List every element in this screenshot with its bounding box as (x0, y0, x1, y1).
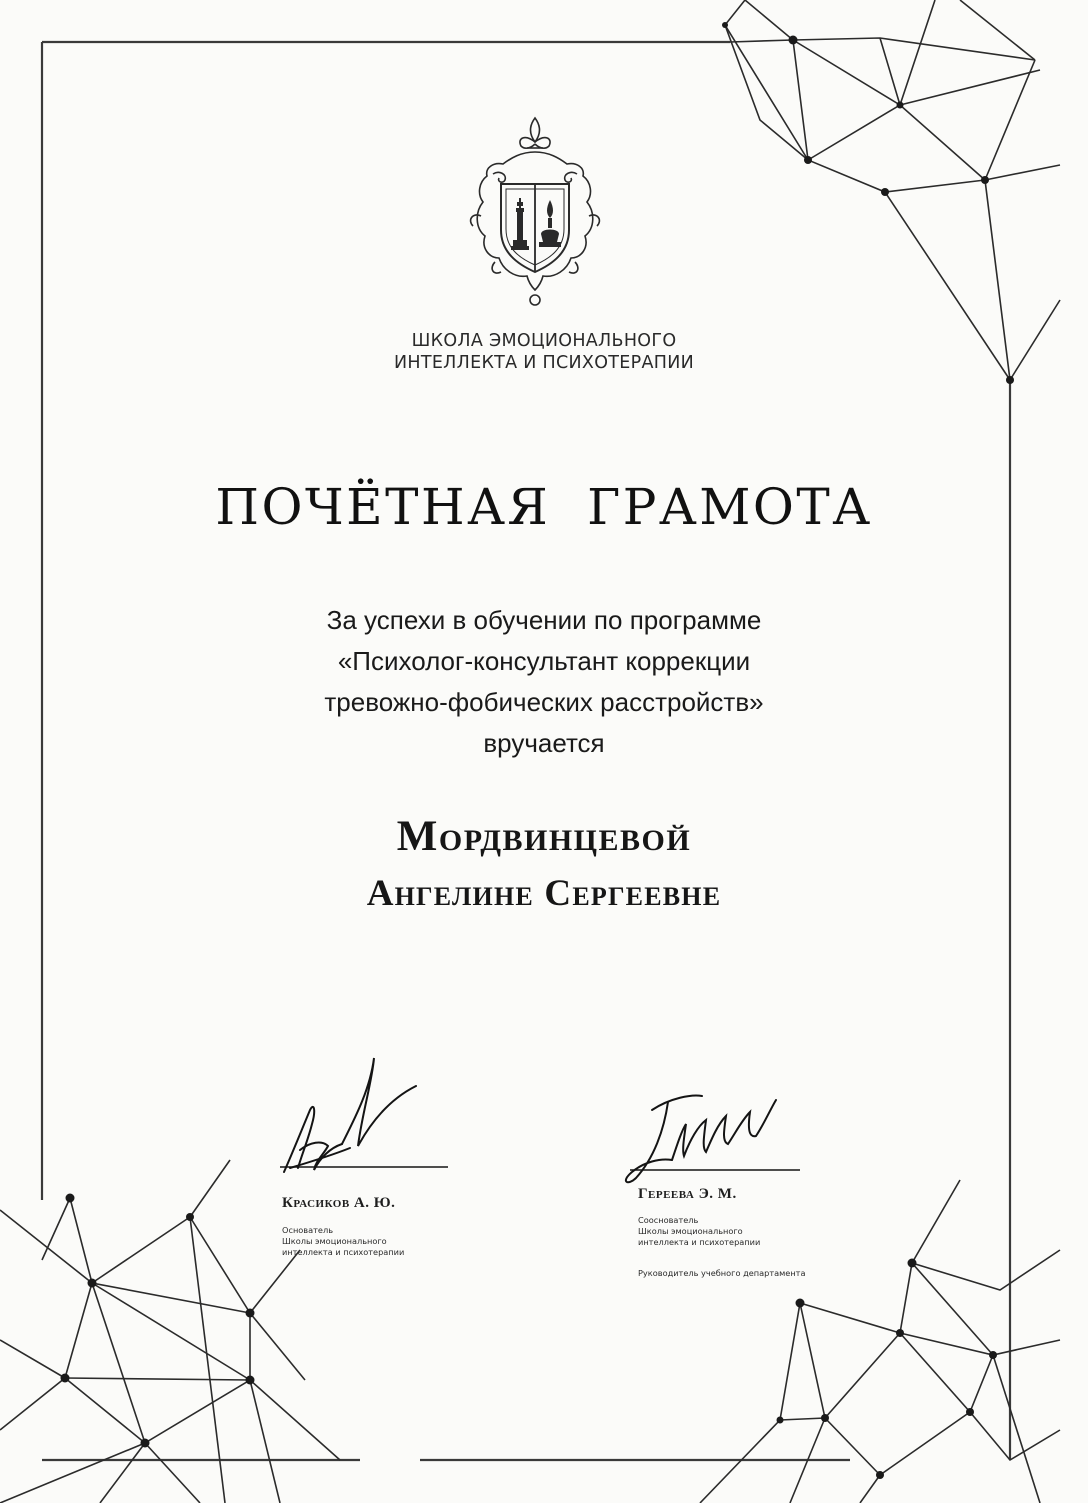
signature-2 (610, 1080, 810, 1195)
school-crest-logo (455, 112, 615, 312)
school-name-line2: ИНТЕЛЛЕКТА И ПСИХОТЕРАПИИ (393, 353, 695, 373)
award-description-line4: вручается (483, 728, 605, 758)
candle-icon (539, 200, 561, 247)
recipient-surname: Мордвинцевой (396, 813, 692, 860)
signatory-2-role (638, 1215, 760, 1248)
certificate-title: ПОЧЁТНАЯ ГРАМОТА (215, 478, 873, 536)
network-top-right (725, 0, 1060, 380)
award-description-line3: тревожно-фобических расстройств» (324, 687, 764, 717)
signatory-1-role (282, 1225, 404, 1258)
signatory-1-name: Красиков А. Ю. (282, 1195, 396, 1211)
network-bottom-left-nodes (61, 1194, 255, 1448)
signatory-1-role-line2: Школы эмоционального (282, 1236, 387, 1246)
signatory-2-name: Гереева Э. М. (638, 1186, 737, 1202)
signatory-2-role-line1: Сооснователь (638, 1215, 699, 1225)
recipient-given-names: Ангелине Сергеевне (366, 873, 722, 914)
signatory-1-role-line1: Основатель (282, 1225, 334, 1235)
school-name-line1: ШКОЛА ЭМОЦИОНАЛЬНОГО (411, 331, 677, 351)
signatory-2-position: Руководитель учебного департамента (638, 1268, 806, 1278)
signatory-1-role-line3: интеллекта и психотерапии (282, 1247, 405, 1257)
award-description (0, 600, 1088, 764)
school-name (0, 330, 1088, 374)
chess-piece-icon (511, 198, 529, 250)
network-bottom-right-nodes (777, 1259, 998, 1480)
signature-1 (270, 1050, 460, 1190)
signatory-2-role-line3: интеллекта и психотерапии (638, 1237, 761, 1247)
award-description-line2: «Психолог-консультант коррекции (337, 646, 751, 676)
signatory-2-role-line2: Школы эмоционального (638, 1226, 743, 1236)
award-description-line1: За успехи в обучении по программе (326, 605, 762, 635)
